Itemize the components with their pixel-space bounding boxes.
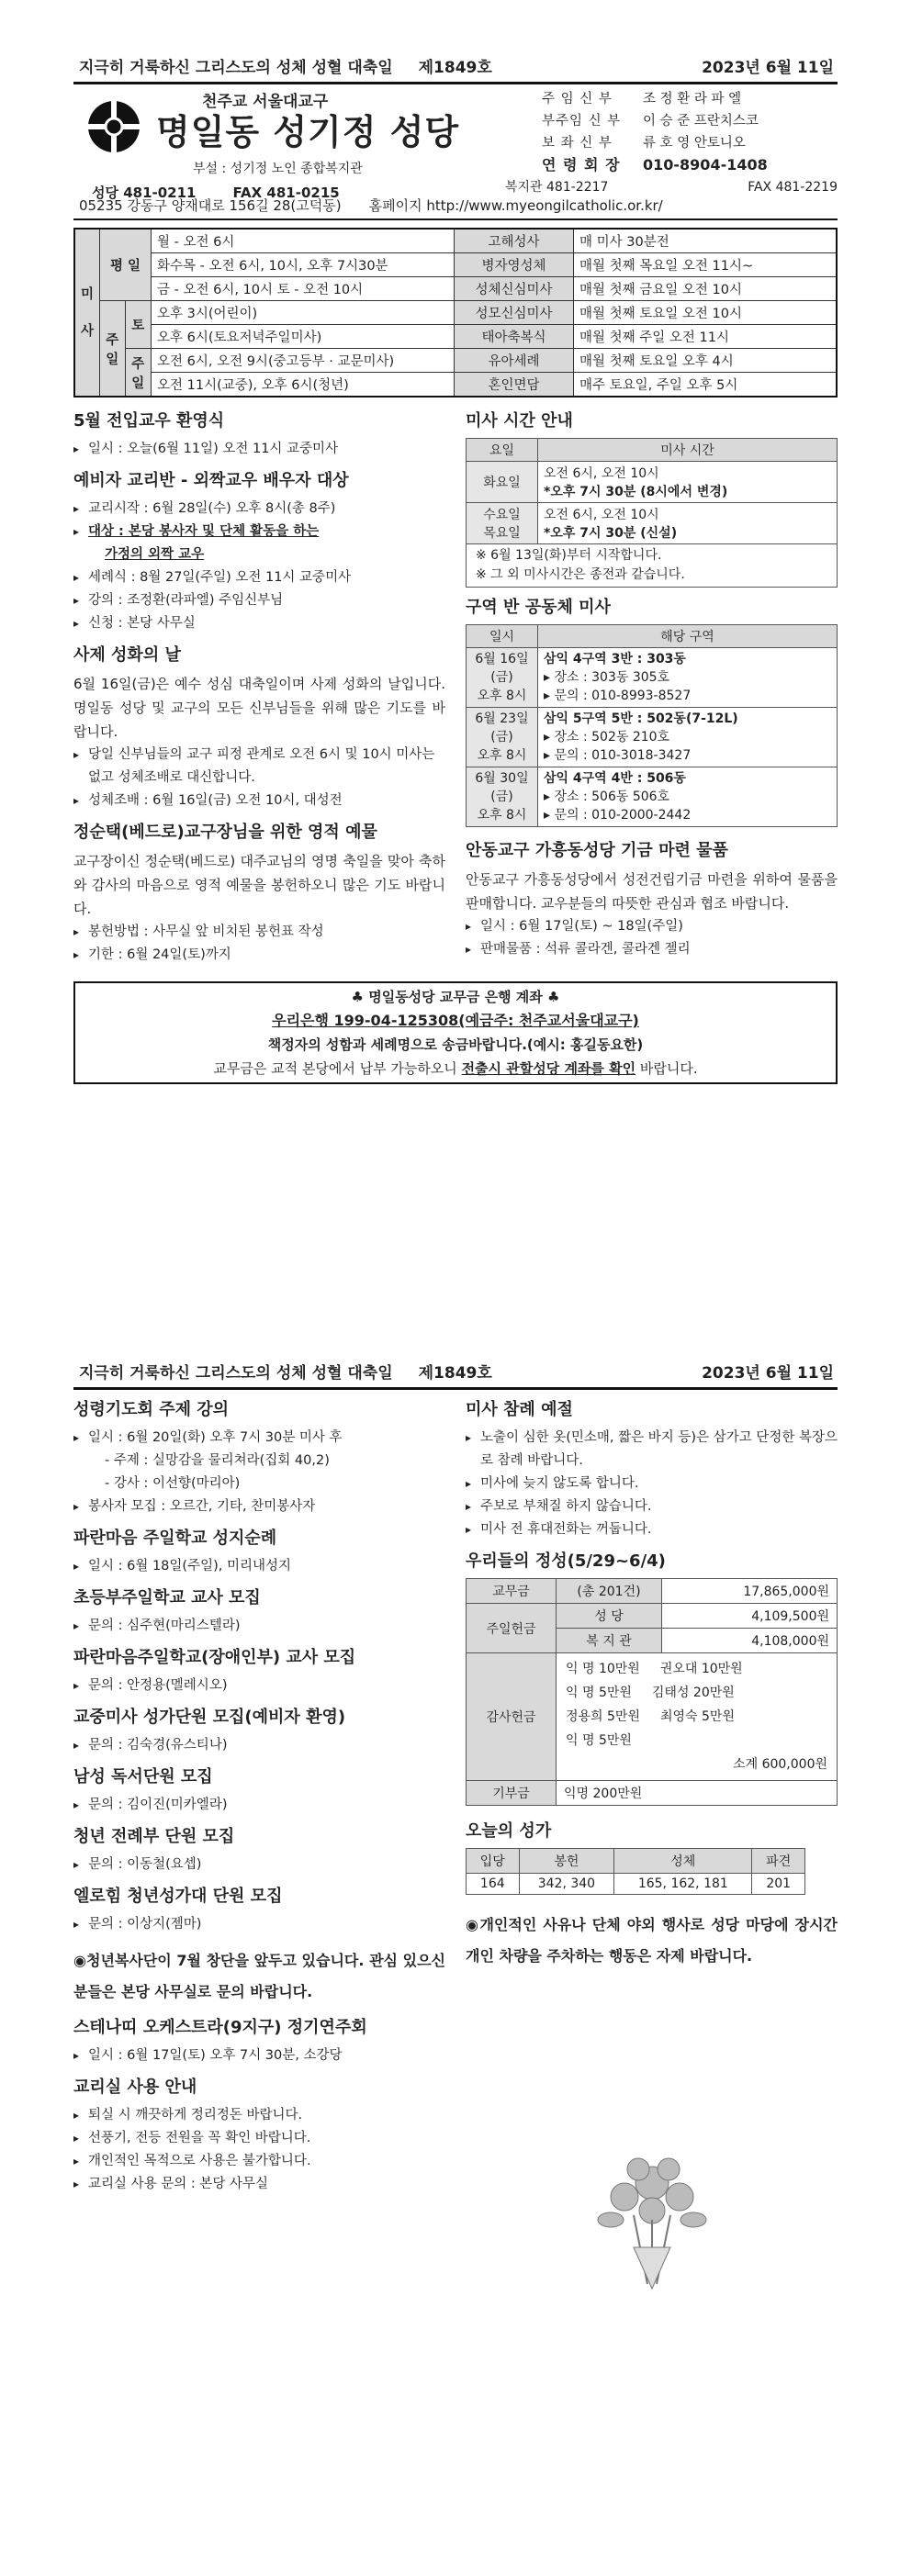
mass-change-table	[466, 438, 838, 544]
staff-name: 류 호 영 안토니오	[643, 136, 746, 151]
list-item: ▸ 성체조배 : 6월 16일(금) 오전 10시, 대성전	[73, 790, 445, 812]
table-row	[467, 1579, 838, 1604]
special-time: 매주 토요일, 주일 오후 5시	[574, 373, 837, 398]
issue-number: 제1849호	[418, 59, 492, 77]
notice-choir	[73, 1707, 445, 1757]
table-cell: 4,108,000원	[662, 1629, 838, 1653]
table-cell: 17,865,000원	[662, 1579, 838, 1604]
section-title: 예비자 교리반 - 외짝교우 배우자 대상	[73, 471, 349, 490]
todays-hymns	[466, 1820, 838, 1895]
bank-instruction: 책정자의 성함과 세례명으로 송금바랍니다.(예시: 홍길동요한)	[267, 1036, 644, 1053]
donor: 익 명 10만원	[566, 1662, 640, 1676]
list-item: ▸ 강의 : 조정환(라파엘) 주임신부님	[73, 589, 445, 612]
table-cell: 화요일	[467, 462, 538, 503]
section-title: 성령기도회 주제 강의	[73, 1400, 230, 1419]
section-title: 스테나띠 오케스트라(9지구) 정기연주회	[73, 2018, 367, 2037]
list-item: ▸ 판매물품 : 석류 콜라겐, 콜라겐 젤리	[466, 938, 838, 961]
list-item: ▸ 일시 : 6월 17일(토) ~ 18일(주일)	[466, 915, 838, 938]
page-header	[73, 59, 838, 84]
bank-note-end: 바랍니다.	[635, 1060, 698, 1077]
table-cell: 성 당	[557, 1604, 662, 1629]
weekday-label: 평 일	[100, 229, 152, 301]
donor: 김태성 20만원	[651, 1686, 735, 1700]
special-time: 매월 첫째 주일 오전 11시	[574, 325, 837, 349]
note-line: ※ 그 외 미사시간은 종전과 같습니다.	[476, 567, 685, 582]
notice-spiritual-gift	[73, 822, 445, 967]
section-title: 엘로힘 청년성가대 단원 모집	[73, 1887, 283, 1906]
page2-left-column	[73, 1399, 445, 2302]
list-item: ▸ 일시 : 오늘(6월 11일) 오전 11시 교중미사	[73, 438, 445, 461]
list-sub: - 강사 : 이선향(마리아)	[105, 1476, 241, 1491]
welfare-tel: 복지관 481-2217	[505, 180, 609, 195]
mass-time-row: 오후 3시(어린이)	[152, 301, 455, 325]
list-item-cont: 가정의 외짝 교우	[105, 547, 205, 562]
list-item: ▸ 세례식 : 8월 27일(주일) 오전 11시 교중미사	[73, 566, 445, 589]
table-cell: 기부금	[467, 1781, 557, 1806]
table-header: 요일	[467, 439, 538, 462]
page2-right-column	[466, 1399, 838, 2302]
table-cell: 오후 8시	[477, 748, 527, 763]
table-row	[467, 1653, 838, 1781]
subtotal: 소계 600,000원	[733, 1757, 827, 1772]
staff-list	[505, 88, 838, 198]
table-cell: 복 지 관	[557, 1629, 662, 1653]
bulletin-page-1	[73, 59, 838, 1296]
notice-teacher-disabled	[73, 1647, 445, 1697]
bank-note: 교무금은 교적 본당에서 납부 가능하오니	[213, 1060, 462, 1077]
notice-classroom	[73, 2077, 445, 2196]
parking-notice	[466, 1910, 838, 1972]
district-mass-table	[466, 624, 838, 827]
section-title: 오늘의 성가	[466, 1821, 552, 1841]
section-title: 구역 반 공동체 미사	[466, 598, 611, 617]
list-item: ▸ 봉사자 모집 : 오르간, 기타, 찬미봉사자	[73, 1495, 445, 1518]
page1-left-column	[73, 410, 445, 976]
list-item: ▸ 문의 : 이동철(요셉)	[73, 1854, 445, 1876]
masthead	[73, 84, 838, 220]
table-header: 파견	[752, 1849, 805, 1874]
table-cell: 6월 30일	[475, 771, 529, 786]
notice-prayer-meeting	[73, 1399, 445, 1518]
special-name: 고해성사	[455, 229, 574, 253]
special-name: 유아세례	[455, 349, 574, 373]
table-cell: ▸ 문의 : 010-3018-3427	[544, 748, 692, 763]
table-cell: 342, 340	[519, 1874, 614, 1895]
mass-time-row: 오전 6시, 오전 9시(중고등부 · 교문미사)	[152, 349, 455, 373]
bank-note-emph: 전출시 관할성당 계좌를 확인	[461, 1060, 636, 1077]
issue-date: 2023년 6월 11일	[702, 1364, 834, 1383]
notice-catechumen	[73, 470, 445, 635]
table-cell: 201	[752, 1874, 805, 1895]
district-mass	[466, 597, 838, 827]
table-cell: 165, 162, 181	[614, 1874, 752, 1895]
list-item: ▸ 기한 : 6월 24일(토)까지	[73, 944, 445, 967]
list-item: ▸ 문의 : 김숙경(유스티나)	[73, 1734, 445, 1757]
affiliate-name: 부설 : 성기정 노인 종합복지관	[193, 162, 363, 176]
table-cell: 4,109,500원	[662, 1604, 838, 1629]
issue-date: 2023년 6월 11일	[702, 59, 834, 77]
saturday-label: 토	[125, 301, 152, 349]
table-cell: 감사헌금	[467, 1653, 557, 1781]
section-title: 안동교구 가흥동성당 기금 마련 물품	[466, 841, 728, 860]
table-header: 미사 시간	[538, 439, 838, 462]
label-sa: 사	[81, 323, 95, 339]
thanks-offerings	[557, 1653, 838, 1781]
mass-time-guide	[466, 410, 838, 588]
table-cell: ▸ 문의 : 010-8993-8527	[544, 689, 692, 703]
list-item: ▸ 개인적인 목적으로 사용은 불가합니다.	[73, 2150, 445, 2173]
welfare-fax: FAX 481-2219	[748, 180, 838, 195]
notice-readers	[73, 1766, 445, 1817]
section-title: 남성 독서단원 모집	[73, 1767, 213, 1786]
offerings-table	[466, 1578, 838, 1806]
bank-account: 우리은행 199-04-125308(예금주: 천주교서울대교구)	[272, 1012, 639, 1029]
highlight-notice: ◉청년복사단이 7월 창단을 앞두고 있습니다. 관심 있으신 분들은 본당 사무실로 문의 바랍니다.	[73, 1952, 445, 2000]
offerings	[466, 1551, 838, 1806]
list-item: ▸ 봉헌방법 : 사무실 앞 비치된 봉헌표 작성	[73, 921, 445, 944]
church-address: 05235 강동구 양재대로 156길 28(고덕동)	[79, 197, 342, 214]
table-cell: (금)	[490, 730, 513, 745]
section-title: 파란마음주일학교(장애인부) 교사 모집	[73, 1648, 356, 1667]
table-cell: 목요일	[483, 526, 521, 541]
label-mi: 미	[81, 286, 95, 302]
staff-role: 주 임 신 부	[542, 92, 613, 106]
special-name: 성체신심미사	[455, 277, 574, 301]
list-sub: - 주제 : 실망감을 물리쳐라(집회 40,2)	[105, 1453, 330, 1468]
president-role: 연 령 회 장	[542, 156, 621, 174]
section-title: 파란마음 주일학교 성지순례	[73, 1529, 277, 1548]
mass-notes	[466, 544, 838, 588]
table-header: 성체	[614, 1849, 752, 1874]
list-item: ▸ 문의 : 안정용(멜레시오)	[73, 1674, 445, 1697]
bulletin-page-2	[73, 1364, 838, 2558]
page-header	[73, 1364, 838, 1390]
list-item: ▸ 문의 : 김이진(미카엘라)	[73, 1794, 445, 1817]
table-row	[467, 462, 838, 503]
table-cell: (금)	[490, 790, 513, 804]
list-item: ▸ 미사 전 휴대전화는 꺼둡니다.	[466, 1518, 838, 1541]
table-cell: (총 201건)	[557, 1579, 662, 1604]
donor: 권오대 10만원	[659, 1662, 743, 1676]
section-title: 초등부주일학교 교사 모집	[73, 1588, 261, 1607]
homepage-link[interactable]: 홈페이지 http://www.myeongilcatholic.or.kr/	[368, 197, 663, 214]
list-item: ▸ 일시 : 6월 18일(주일), 미리내성지	[73, 1555, 445, 1578]
table-cell: 삼익 4구역 4반 : 506동	[544, 771, 686, 786]
table-cell: ▸ 장소 : 506동 506호	[544, 790, 670, 804]
table-row	[467, 767, 838, 827]
section-title: 교리실 사용 안내	[73, 2078, 197, 2097]
table-cell: 오후 8시	[477, 808, 527, 823]
notice-priest-day	[73, 644, 445, 812]
donor: 익 명 5만원	[566, 1733, 632, 1748]
table-cell: 오후 8시	[477, 689, 527, 703]
table-header: 해당 구역	[538, 625, 838, 648]
donor: 최영숙 5만원	[659, 1709, 735, 1724]
table-cell: ▸ 장소 : 303동 305호	[544, 670, 670, 685]
mass-time-row: 금 - 오전 6시, 10시 토 - 오전 10시	[152, 277, 455, 301]
table-cell: *오후 7시 30분 (8시에서 변경)	[544, 485, 728, 499]
section-title: 청년 전례부 단원 모집	[73, 1827, 235, 1846]
table-cell: 삼익 5구역 5반 : 502동(7-12L)	[544, 711, 738, 726]
table-cell: 교무금	[467, 1579, 557, 1604]
section-title: 미사 참례 예절	[466, 1400, 573, 1419]
bank-account-box	[73, 981, 838, 1084]
mass-time-row: 오후 6시(토요저녁주일미사)	[152, 325, 455, 349]
mass-etiquette	[466, 1399, 838, 1541]
church-name: 명일동 성기정 성당	[156, 112, 460, 152]
section-title: 미사 시간 안내	[466, 411, 573, 431]
list-item: ▸ 교리시작 : 6월 28일(수) 오후 8시(총 8주)	[73, 498, 445, 521]
president-phone: 010-8904-1408	[643, 156, 768, 174]
notice-orchestra	[73, 2017, 445, 2067]
list-item: ▸ 노출이 심한 옷(민소매, 짧은 바지 등)은 삼가고 단정한 복장으로 참례 바랍니다.	[466, 1427, 838, 1473]
mass-time-row: 화수목 - 오전 6시, 10시, 오후 7시30분	[152, 253, 455, 277]
donor: 익 명 5만원	[566, 1686, 632, 1700]
sunday-sub-label: 주일	[125, 349, 152, 398]
list-item: ▸ 퇴실 시 깨끗하게 정리정돈 바랍니다.	[73, 2104, 445, 2127]
church-tel: 성당 481-0211	[92, 185, 197, 201]
table-cell: 삼익 4구역 3반 : 303동	[544, 652, 686, 666]
notice-pilgrimage	[73, 1528, 445, 1578]
church-fax: FAX 481-0215	[232, 185, 340, 201]
table-row	[467, 1781, 838, 1806]
table-cell: ▸ 장소 : 502동 210호	[544, 730, 670, 745]
highlight-notice: ◉개인적인 사유나 단체 야외 행사로 성당 마당에 장시간 개인 차량을 주차하는 행동은 자제 바랍니다.	[466, 1916, 838, 1965]
table-row	[467, 708, 838, 767]
note-line: ※ 6월 13일(화)부터 시작합니다.	[476, 548, 662, 563]
table-row	[467, 1604, 838, 1629]
special-time: 매월 첫째 금요일 오전 10시	[574, 277, 837, 301]
table-row	[467, 1849, 805, 1874]
table-row	[467, 648, 838, 708]
table-header: 입당	[467, 1849, 520, 1874]
table-cell: 6월 16일	[475, 652, 529, 666]
donor: 정용희 5만원	[566, 1709, 640, 1724]
paragraph: 교구장이신 정순택(베드로) 대주교님의 영명 축일을 맞아 축하와 감사의 마음으로 영적 예물을 봉헌하오니 많은 기도 바랍니다.	[73, 853, 445, 917]
table-cell: 오전 6시, 오전 10시	[544, 466, 659, 481]
notice-youth-liturgy	[73, 1826, 445, 1876]
notice-elohim-choir	[73, 1886, 445, 1936]
list-item: ▸ 교리실 사용 문의 : 본당 사무실	[73, 2173, 445, 2196]
special-name: 병자영성체	[455, 253, 574, 277]
staff-name: 조 정 환 라 파 엘	[643, 92, 742, 106]
flower-bouquet-icon	[569, 2128, 735, 2302]
table-cell: ▸ 문의 : 010-2000-2442	[544, 808, 692, 823]
notice-teacher-elem	[73, 1587, 445, 1638]
section-title: 사제 성화의 날	[73, 645, 181, 665]
feast-title: 지극히 거룩하신 그리스도의 성체 성혈 대축일	[79, 59, 393, 77]
mass-times-table	[73, 228, 838, 398]
table-cell: (금)	[490, 670, 513, 685]
section-title: 5월 전입교우 환영식	[73, 411, 225, 431]
table-row	[467, 1874, 805, 1895]
staff-role: 부주임 신 부	[542, 114, 622, 129]
list-item: ▸ 일시 : 6월 17일(토) 오후 7시 30분, 소강당	[73, 2044, 445, 2067]
section-title: 정순택(베드로)교구장님을 위한 영적 예물	[73, 823, 377, 842]
staff-role: 보 좌 신 부	[542, 136, 613, 151]
notice-altar-servers	[73, 1945, 445, 2008]
issue-number: 제1849호	[418, 1364, 492, 1383]
mass-time-row: 오전 11시(교중), 오후 6시(청년)	[152, 373, 455, 398]
bank-title: ♣ 명일동성당 교무금 은행 계좌 ♣	[351, 989, 560, 1005]
paragraph: 6월 16일(금)은 예수 성심 대축일이며 사제 성화의 날입니다. 명일동 성당 및 교구의 모든 신부님들을 위해 많은 기도를 바랍니다.	[73, 676, 445, 740]
table-cell: 오전 6시, 오전 10시	[544, 508, 659, 522]
section-title: 우리들의 정성(5/29~6/4)	[466, 1551, 666, 1571]
table-cell: 수요일	[483, 508, 521, 522]
table-header: 봉헌	[519, 1849, 614, 1874]
special-name: 혼인면담	[455, 373, 574, 398]
list-item: ▸ 문의 : 이상지(젬마)	[73, 1913, 445, 1936]
special-time: 매월 첫째 목요일 오전 11시~	[574, 253, 837, 277]
table-cell: 164	[467, 1874, 520, 1895]
table-cell: 6월 23일	[475, 711, 529, 726]
cross-logo-icon	[84, 97, 143, 156]
special-time: 매 미사 30분전	[574, 229, 837, 253]
special-time: 매월 첫째 토요일 오후 4시	[574, 349, 837, 373]
table-cell: 익명 200만원	[557, 1781, 838, 1806]
hymns-table	[466, 1848, 805, 1895]
list-item: ▸ 당일 신부님들의 교구 피정 관계로 오전 6시 및 10시 미사는 없고 성체조배로 대신합니다.	[73, 744, 445, 790]
paragraph: 안동교구 가흥동성당에서 성전건립기금 마련을 위하여 물품을 판매합니다. 교우분들의 따뜻한 관심과 협조 바랍니다.	[466, 871, 838, 912]
list-item: ▸ 일시 : 6월 20일(화) 오후 7시 30분 미사 후	[73, 1427, 445, 1450]
sunday-label: 주 일	[100, 301, 125, 398]
list-item: ▸ 선풍기, 전등 전원을 꼭 확인 바랍니다.	[73, 2127, 445, 2150]
special-time: 매월 첫째 토요일 오전 10시	[574, 301, 837, 325]
table-row	[467, 503, 838, 544]
special-name: 태아축복식	[455, 325, 574, 349]
andong-fundraising	[466, 840, 838, 961]
list-item: ▸ 문의 : 심주현(마리스텔라)	[73, 1615, 445, 1638]
diocese-name: 천주교 서울대교구	[202, 93, 329, 111]
list-item: ▸ 대상 : 본당 봉사자 및 단체 활동을 하는	[73, 521, 445, 543]
mass-time-row: 월 - 오전 6시	[152, 229, 455, 253]
section-title: 교중미사 성가단원 모집(예비자 환영)	[73, 1708, 346, 1727]
list-item: ▸ 신청 : 본당 사무실	[73, 612, 445, 635]
special-name: 성모신심미사	[455, 301, 574, 325]
list-item: ▸ 미사에 늦지 않도록 합니다.	[466, 1473, 838, 1495]
list-item: ▸ 주보로 부채질 하지 않습니다.	[466, 1495, 838, 1518]
table-cell: *오후 7시 30분 (신설)	[544, 526, 678, 541]
notice-welcome	[73, 410, 445, 461]
table-cell: 주일헌금	[467, 1604, 557, 1653]
feast-title: 지극히 거룩하신 그리스도의 성체 성혈 대축일	[79, 1364, 393, 1383]
page1-right-column	[466, 410, 838, 976]
table-header: 일시	[467, 625, 538, 648]
staff-name: 이 승 준 프란치스코	[643, 114, 759, 129]
